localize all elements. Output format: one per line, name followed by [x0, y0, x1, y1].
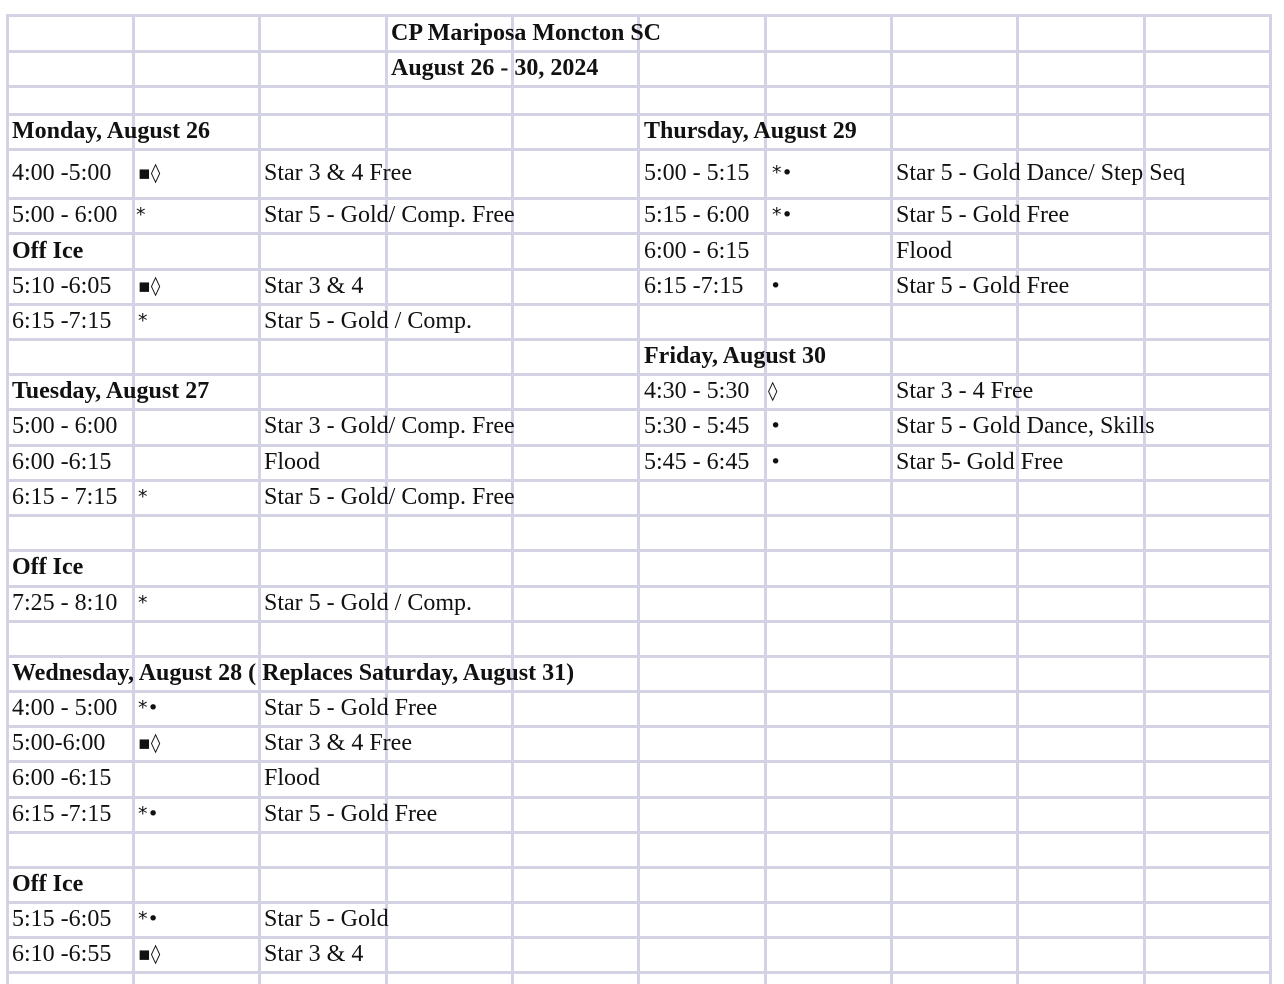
time-cell: 5:15 - 6:00 — [644, 202, 750, 228]
session-cell: Star 3 & 4 — [264, 941, 364, 967]
session-cell: Star 5 - Gold Free — [896, 202, 1070, 228]
symbol-cell: ▪◊ — [138, 943, 161, 965]
session-cell: Star 3 - 4 Free — [896, 378, 1034, 404]
time-cell: 5:00 - 5:15 — [644, 160, 750, 186]
day-heading-tuesday: Tuesday, August 27 — [12, 378, 210, 404]
session-cell: Star 5 - Gold Dance/ Step Seq — [896, 160, 1186, 186]
symbol-cell: ▪◊ — [138, 162, 161, 184]
time-cell: 6:00 - 6:15 — [644, 238, 750, 264]
symbol-cell: ▪◊ — [138, 275, 161, 297]
session-cell: Star 3 & 4 Free — [264, 730, 412, 756]
time-cell: 5:45 - 6:45 — [644, 449, 750, 475]
session-cell: Flood — [896, 238, 953, 264]
symbol-cell: * — [138, 592, 148, 614]
time-cell: 5:00 - 6:00 — [12, 413, 118, 439]
session-cell: Star 5 - Gold/ Comp. Free — [264, 202, 515, 228]
time-cell: 4:00 - 5:00 — [12, 695, 118, 721]
session-cell: Star 5 - Gold/ Comp. Free — [264, 484, 515, 510]
date-range: August 26 - 30, 2024 — [391, 55, 599, 81]
symbol-cell: • — [770, 275, 782, 297]
session-cell: Star 5 - Gold Dance, Skills — [896, 413, 1155, 439]
day-heading-wednesday: Wednesday, August 28 ( Replaces Saturday, August 31) — [12, 660, 575, 686]
session-cell: Star 3 & 4 Free — [264, 160, 412, 186]
symbol-cell: *• — [138, 803, 159, 825]
off-ice-heading: Off Ice — [12, 554, 84, 580]
time-cell: 6:00 -6:15 — [12, 449, 112, 475]
session-cell: Star 5 - Gold — [264, 906, 389, 932]
session-cell: Star 5 - Gold / Comp. — [264, 590, 472, 616]
time-cell: 4:30 - 5:30 — [644, 378, 750, 404]
session-cell: Flood — [264, 449, 321, 475]
session-cell: Star 5- Gold Free — [896, 449, 1064, 475]
time-cell: 7:25 - 8:10 — [12, 590, 118, 616]
time-cell: 6:00 -6:15 — [12, 765, 112, 791]
time-cell: 6:15 -7:15 — [12, 801, 112, 827]
time-cell: 5:30 - 5:45 — [644, 413, 750, 439]
time-cell: 6:15 -7:15 — [12, 308, 112, 334]
off-ice-heading: Off Ice — [12, 871, 84, 897]
time-cell: 5:10 -6:05 — [12, 273, 112, 299]
symbol-cell: * — [136, 204, 146, 226]
session-cell: Star 5 - Gold Free — [264, 695, 438, 721]
symbol-cell: • — [770, 451, 782, 473]
session-cell: Star 5 - Gold / Comp. — [264, 308, 472, 334]
symbol-cell: * — [138, 486, 148, 508]
time-cell: 5:15 -6:05 — [12, 906, 112, 932]
session-cell: Star 3 - Gold/ Comp. Free — [264, 413, 515, 439]
symbol-cell: *• — [138, 697, 159, 719]
symbol-cell: ▪◊ — [138, 732, 161, 754]
symbol-cell: *• — [138, 908, 159, 930]
symbol-cell: * — [138, 310, 148, 332]
day-heading-thursday: Thursday, August 29 — [644, 118, 857, 144]
symbol-cell: ◊ — [768, 380, 778, 402]
session-cell: Star 3 & 4 — [264, 273, 364, 299]
session-cell: Flood — [264, 765, 321, 791]
page-title: CP Mariposa Moncton SC — [391, 20, 661, 46]
time-cell: 6:15 -7:15 — [644, 273, 744, 299]
symbol-cell: • — [770, 415, 782, 437]
symbol-cell: *• — [772, 204, 793, 226]
time-cell: 5:00 - 6:00 — [12, 202, 118, 228]
time-cell: 5:00-6:00 — [12, 730, 106, 756]
time-cell: 6:10 -6:55 — [12, 941, 112, 967]
session-cell: Star 5 - Gold Free — [896, 273, 1070, 299]
day-heading-friday: Friday, August 30 — [644, 343, 827, 369]
day-heading-monday: Monday, August 26 — [12, 118, 211, 144]
symbol-cell: *• — [772, 162, 793, 184]
off-ice-heading: Off Ice — [12, 238, 84, 264]
session-cell: Star 5 - Gold Free — [264, 801, 438, 827]
time-cell: 4:00 -5:00 — [12, 160, 112, 186]
time-cell: 6:15 - 7:15 — [12, 484, 118, 510]
